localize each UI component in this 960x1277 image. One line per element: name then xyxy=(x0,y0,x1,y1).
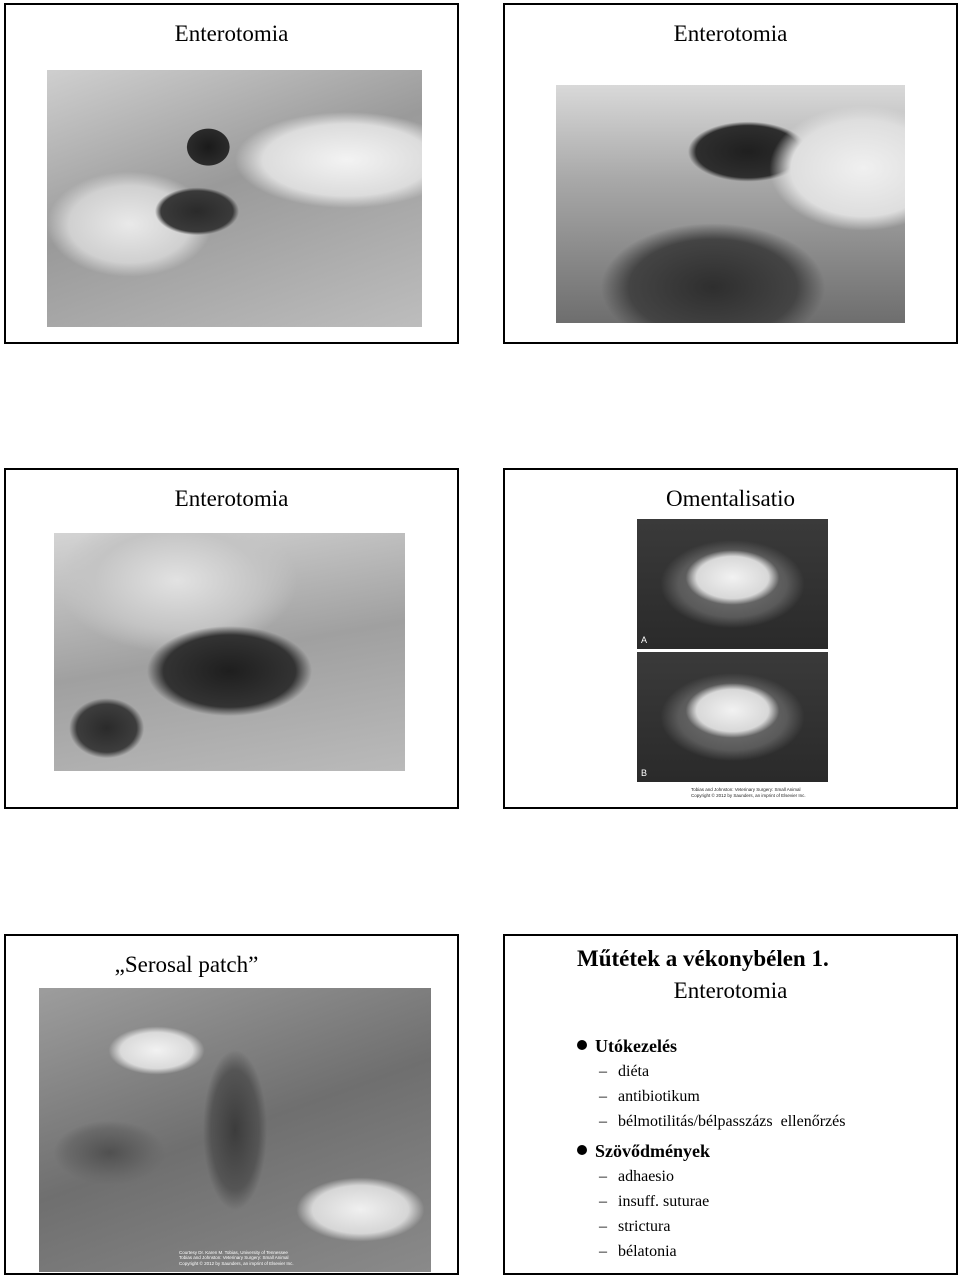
bullet-dot-icon xyxy=(577,1145,587,1155)
slide-title: Enterotomia xyxy=(174,486,289,511)
slide-title: Műtétek a vékonybélen 1. xyxy=(577,946,829,971)
sub-item-label: insuff. suturae xyxy=(618,1193,710,1210)
omentalisation-photo-a xyxy=(637,519,828,649)
slide-5 xyxy=(4,934,459,1275)
sub-item xyxy=(599,1218,670,1236)
sub-item xyxy=(599,1168,674,1186)
panel-label-b: B xyxy=(641,768,648,778)
slide-title: „Serosal patch” xyxy=(114,952,259,977)
caption-line: Tobias and Johnston: Veterinary Surgery: Small Animal xyxy=(691,787,801,792)
dash-glyph: – xyxy=(599,1088,607,1105)
slide-4 xyxy=(503,468,958,809)
sub-item xyxy=(599,1063,649,1081)
surgery-photo xyxy=(47,70,422,327)
sub-item xyxy=(599,1243,677,1261)
omentalisation-photo-b xyxy=(637,652,828,782)
caption-line: Copyright © 2012 by Saunders, an imprint of Elsevier Inc. xyxy=(691,792,806,798)
dash-glyph: – xyxy=(599,1168,607,1185)
sub-item-label: strictura xyxy=(618,1218,671,1235)
serosal-patch-photo xyxy=(39,988,431,1272)
panel-label-a: A xyxy=(641,635,648,645)
sub-item-label: antibiotikum xyxy=(618,1088,700,1105)
bullet-dot-icon xyxy=(577,1040,587,1050)
dash-glyph: – xyxy=(599,1113,607,1130)
dash-glyph: – xyxy=(599,1063,607,1080)
slide-6 xyxy=(503,934,958,1275)
slide-title: Omentalisatio xyxy=(665,486,796,511)
sub-item-label: adhaesio xyxy=(618,1168,674,1185)
sub-item xyxy=(599,1088,700,1106)
slide-title: Enterotomia xyxy=(174,21,289,46)
caption-line: Tobias and Johnston: Veterinary Surgery: Small Animal xyxy=(179,1255,289,1260)
dash-glyph: – xyxy=(599,1193,607,1210)
sub-item-label: bélmotilitás/bélpasszázs ellenőrzés xyxy=(618,1113,846,1130)
slide-subtitle: Enterotomia xyxy=(673,978,788,1003)
sub-item xyxy=(599,1193,709,1211)
sub-item-label: bélatonia xyxy=(618,1243,677,1260)
bullet-label: Szövődmények xyxy=(595,1141,711,1161)
surgery-photo xyxy=(54,533,405,771)
surgery-photo xyxy=(556,85,905,323)
slide-2 xyxy=(503,3,958,344)
sub-item-label: diéta xyxy=(618,1063,650,1080)
slide-title: Enterotomia xyxy=(673,21,788,46)
bullet-label: Utókezelés xyxy=(595,1036,677,1056)
caption-line: Copyright © 2012 by Saunders, an imprint of Elsevier Inc. xyxy=(179,1260,294,1266)
dash-glyph: – xyxy=(599,1243,607,1260)
image-caption xyxy=(691,787,806,798)
image-caption xyxy=(179,1250,294,1267)
dash-glyph: – xyxy=(599,1218,607,1235)
slide-1 xyxy=(4,3,459,344)
caption-line: Courtesy Dr. Karen M. Tobias, University of Tennessee xyxy=(179,1249,288,1255)
sub-item xyxy=(599,1113,845,1131)
bullet-aftercare xyxy=(577,1036,677,1057)
slide-3 xyxy=(4,468,459,809)
bullet-complications xyxy=(577,1141,710,1162)
